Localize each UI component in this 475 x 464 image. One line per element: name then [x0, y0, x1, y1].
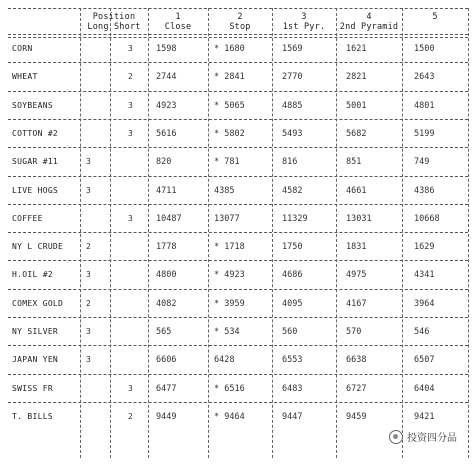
row-pyr1-value: 9447 [282, 411, 303, 422]
row-close-value: 4082 [156, 298, 177, 309]
row-close-value: 1598 [156, 44, 177, 54]
row-pyr1-value: 1569 [282, 44, 303, 54]
row-pyr1-value: 560 [282, 327, 298, 337]
row-pyr2-value: 570 [346, 327, 362, 337]
header-col-4 [336, 12, 402, 32]
row-stop-value: 13077 [214, 213, 240, 224]
row-close-value: 1778 [156, 242, 177, 253]
row-pyr1-value: 1750 [282, 242, 303, 253]
row-short-position: 2 [128, 72, 133, 82]
row-col5-value: 6507 [414, 355, 435, 366]
header-position [82, 12, 146, 32]
row-commodity-name: JAPAN YEN [12, 355, 59, 365]
row-pyr2-value: 5001 [346, 100, 367, 111]
row-pyr1-value: 6483 [282, 383, 303, 394]
row-pyr1-value: 11329 [282, 213, 308, 224]
row-pyr1-value: 4095 [282, 298, 303, 309]
header-col-2 [208, 12, 272, 32]
row-commodity-name: COTTON #2 [12, 128, 59, 138]
row-short-position: 3 [128, 100, 133, 110]
row-commodity-name: COFFEE [12, 213, 43, 223]
row-stop-value: * 781 [214, 157, 240, 168]
row-col5-value: 10668 [414, 213, 440, 224]
header-long-short-label: Long Short [87, 22, 141, 32]
column-separator-line [468, 8, 469, 458]
row-long-position: 3 [86, 185, 91, 195]
header-col-name: 2nd Pyramid [339, 22, 399, 32]
row-separator-line [8, 289, 468, 290]
row-stop-value: * 2841 [214, 72, 245, 83]
row-col5-value: 4801 [414, 100, 435, 111]
row-close-value: 4800 [156, 270, 177, 281]
row-commodity-name: WHEAT [12, 72, 38, 82]
row-col5-value: 5199 [414, 128, 435, 139]
column-separator-line [110, 8, 111, 458]
header-col-number: 4 [366, 12, 372, 22]
row-commodity-name: SOYBEANS [12, 100, 53, 110]
row-short-position: 3 [128, 128, 133, 138]
row-pyr2-value: 9459 [346, 411, 367, 422]
row-pyr2-value: 2821 [346, 72, 367, 83]
row-pyr2-value: 6727 [346, 383, 367, 394]
header-col-number: 1 [175, 12, 181, 22]
row-stop-value: * 5065 [214, 100, 245, 111]
row-separator-line [8, 176, 468, 177]
row-commodity-name: T. BILLS [12, 411, 53, 421]
row-stop-value: * 9464 [214, 411, 245, 422]
row-separator-line [8, 91, 468, 92]
row-close-value: 6606 [156, 355, 177, 366]
row-short-position: 3 [128, 44, 133, 53]
row-short-position: 3 [128, 213, 133, 223]
row-pyr2-value: 4975 [346, 270, 367, 281]
row-commodity-name: COMEX GOLD [12, 298, 64, 308]
row-col5-value: 1629 [414, 242, 435, 253]
header-col-name [402, 22, 468, 32]
header-col-name: 1st Pyr. [282, 22, 326, 32]
row-short-position: 2 [128, 411, 133, 421]
row-separator-line [8, 119, 468, 120]
watermark-text: 投资四分品 [407, 433, 457, 444]
row-col5-value: 9421 [414, 411, 435, 422]
top-border-line [8, 8, 468, 9]
row-pyr2-value: 1831 [346, 242, 367, 253]
row-pyr2-value: 4167 [346, 298, 367, 309]
row-separator-line [8, 317, 468, 318]
column-separator-line [80, 8, 81, 458]
row-separator-line [8, 232, 468, 233]
header-separator-line [8, 34, 468, 35]
row-commodity-name: H.OIL #2 [12, 270, 53, 280]
row-long-position: 3 [86, 355, 91, 365]
row-col5-value: 6404 [414, 383, 435, 394]
row-separator-line [8, 204, 468, 205]
column-separator-line [272, 8, 273, 458]
row-stop-value: * 3959 [214, 298, 245, 309]
row-pyr1-value: 4582 [282, 185, 303, 196]
row-long-position: 3 [86, 327, 91, 336]
row-stop-value: * 4923 [214, 270, 245, 281]
row-commodity-name: SUGAR #11 [12, 157, 59, 167]
column-separator-line [208, 8, 209, 458]
row-commodity-name: LIVE HOGS [12, 185, 59, 195]
row-pyr2-value: 1621 [346, 44, 367, 54]
row-close-value: 4711 [156, 185, 177, 196]
row-col5-value: 546 [414, 327, 430, 337]
row-stop-value: * 534 [214, 327, 240, 337]
row-stop-value: 6428 [214, 355, 235, 366]
row-long-position: 3 [86, 270, 91, 280]
row-pyr2-value: 851 [346, 157, 362, 168]
row-long-position: 2 [86, 242, 91, 252]
header-col-number: 3 [301, 12, 307, 22]
row-separator-line [8, 147, 468, 148]
header-separator-line-2 [8, 37, 468, 38]
row-close-value: 4923 [156, 100, 177, 111]
row-separator-line [8, 260, 468, 261]
row-separator-line [8, 374, 468, 375]
header-col-name: Close [164, 22, 192, 32]
header-col-number: 2 [237, 12, 243, 22]
watermark [389, 429, 457, 444]
row-pyr2-value: 6638 [346, 355, 367, 366]
row-col5-value: 1500 [414, 44, 435, 54]
row-separator-line [8, 402, 468, 403]
column-separator-line [336, 8, 337, 458]
row-commodity-name: CORN [12, 44, 33, 53]
header-col-number: 5 [432, 12, 438, 22]
row-pyr1-value: 4885 [282, 100, 303, 111]
row-close-value: 9449 [156, 411, 177, 422]
row-pyr2-value: 13031 [346, 213, 372, 224]
row-separator-line [8, 345, 468, 346]
row-separator-line [8, 62, 468, 63]
row-col5-value: 3964 [414, 298, 435, 309]
row-close-value: 2744 [156, 72, 177, 83]
row-close-value: 5616 [156, 128, 177, 139]
row-close-value: 565 [156, 327, 172, 337]
row-long-position: 3 [86, 157, 91, 167]
row-pyr2-value: 4661 [346, 185, 367, 196]
row-stop-value: 4385 [214, 185, 235, 196]
row-col5-value: 4386 [414, 185, 435, 196]
wechat-logo-icon [389, 430, 403, 444]
row-commodity-name: SWISS FR [12, 383, 53, 393]
header-col-name: Stop [229, 22, 251, 32]
row-pyr1-value: 816 [282, 157, 298, 168]
row-pyr2-value: 5682 [346, 128, 367, 139]
row-stop-value: * 6516 [214, 383, 245, 394]
row-commodity-name: NY SILVER [12, 327, 59, 336]
row-pyr1-value: 5493 [282, 128, 303, 139]
row-col5-value: 2643 [414, 72, 435, 83]
header-position-label: Position [92, 12, 136, 22]
row-short-position: 3 [128, 383, 133, 393]
header-col-3 [272, 12, 336, 32]
row-pyr1-value: 6553 [282, 355, 303, 366]
row-stop-value: * 1680 [214, 44, 245, 54]
column-separator-line [402, 8, 403, 458]
row-col5-value: 4341 [414, 270, 435, 281]
header-col-5 [402, 12, 468, 32]
row-col5-value: 749 [414, 157, 430, 168]
row-long-position: 2 [86, 298, 91, 308]
row-stop-value: * 1718 [214, 242, 245, 253]
column-separator-line [148, 8, 149, 458]
row-close-value: 6477 [156, 383, 177, 394]
header-col-1 [148, 12, 208, 32]
row-pyr1-value: 2770 [282, 72, 303, 83]
row-commodity-name: NY L CRUDE [12, 242, 64, 252]
row-stop-value: * 5802 [214, 128, 245, 139]
row-pyr1-value: 4686 [282, 270, 303, 281]
row-close-value: 820 [156, 157, 172, 168]
row-close-value: 10487 [156, 213, 182, 224]
